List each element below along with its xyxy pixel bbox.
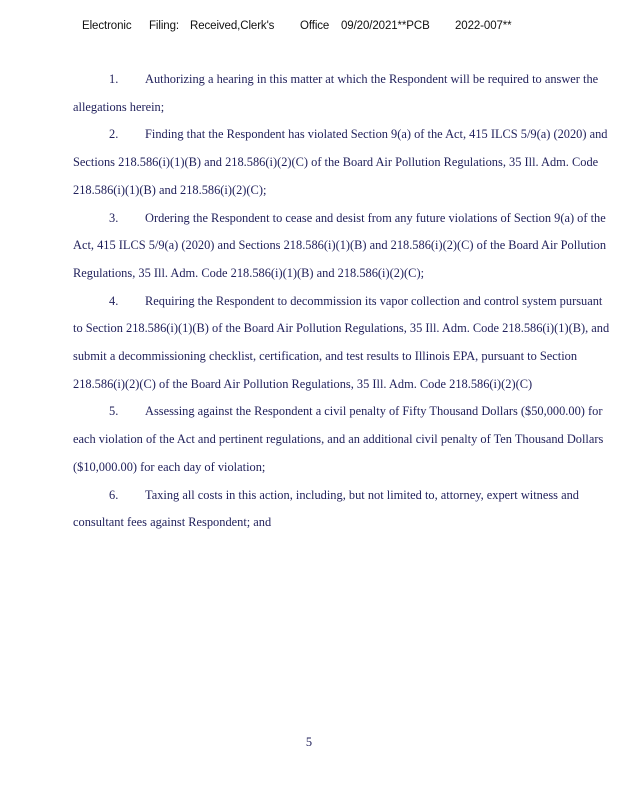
item-text: Ordering the Respondent to cease and desist from any future violations of Section 9(a) of the Act, 415 ILCS 5/9(a) (2020) and Sections 218.586(i)(1)(B) and 218.586(i)(2)(C) of the Board Air Pollution Regulations, 35 Ill. Adm. Code 218.586(i)(1)(B) and 218.586(i)(2)(C); — [73, 210, 607, 280]
page-number: 5 — [305, 735, 313, 749]
header-office: Office — [300, 20, 330, 32]
item-number: 5. — [109, 404, 119, 419]
relief-item-1 — [73, 66, 613, 121]
relief-item-3 — [73, 205, 613, 288]
relief-item-6 — [73, 482, 613, 537]
header-received: Received,Clerk's — [190, 20, 275, 32]
header-filing: Filing: — [149, 20, 179, 32]
header-electronic: Electronic — [82, 20, 132, 32]
item-number: 1. — [109, 72, 119, 86]
prayer-for-relief — [73, 66, 613, 537]
item-number: 6. — [109, 487, 119, 502]
item-text: Assessing against the Respondent a civil penalty of Fifty Thousand Dollars ($50,000.00) for each violation of the Act and pertinent regulations, and an additional civil penalty of Ten Thousand Dollars ($10,000.00) for each day of violation; — [73, 404, 604, 474]
filing-header — [0, 20, 618, 36]
item-text: Finding that the Respondent has violated Section 9(a) of the Act, 415 ILCS 5/9(a) (2020) and Sections 218.586(i)(1)(B) and 218.586(i)(2)(C) of the Board Air Pollution Regulations, 35 Ill. Adm. Code 218.586(i)(1)(B) and 218.586(i)(2)(C); — [73, 127, 608, 197]
relief-item-2 — [73, 121, 613, 204]
item-number: 3. — [109, 210, 119, 225]
item-text: Taxing all costs in this action, including, but not limited to, attorney, expert witness and consultant fees against Respondent; and — [73, 487, 579, 530]
item-text: Requiring the Respondent to decommission its vapor collection and control system pursuant to Section 218.586(i)(1)(B) of the Board Air Pollution Regulations, 35 Ill. Adm. Code 218.586(i)(1)(B), and submit a decommissioning checklist, certification, and test results to Illinois EPA, pursuant to Section 218.586(i)(2)(C) of the Board Air Pollution Regulations, 35 Ill. Adm. Code 218.586(i)(2)(C) — [73, 293, 610, 391]
item-number: 2. — [109, 127, 119, 142]
header-case-number: 2022-007** — [455, 20, 512, 32]
item-text: Authorizing a hearing in this matter at which the Respondent will be required to answer the allegations herein; — [73, 72, 599, 114]
header-date: 09/20/2021**PCB — [341, 20, 430, 32]
relief-item-4 — [73, 288, 613, 399]
item-number: 4. — [109, 293, 119, 308]
relief-item-5 — [73, 398, 613, 481]
